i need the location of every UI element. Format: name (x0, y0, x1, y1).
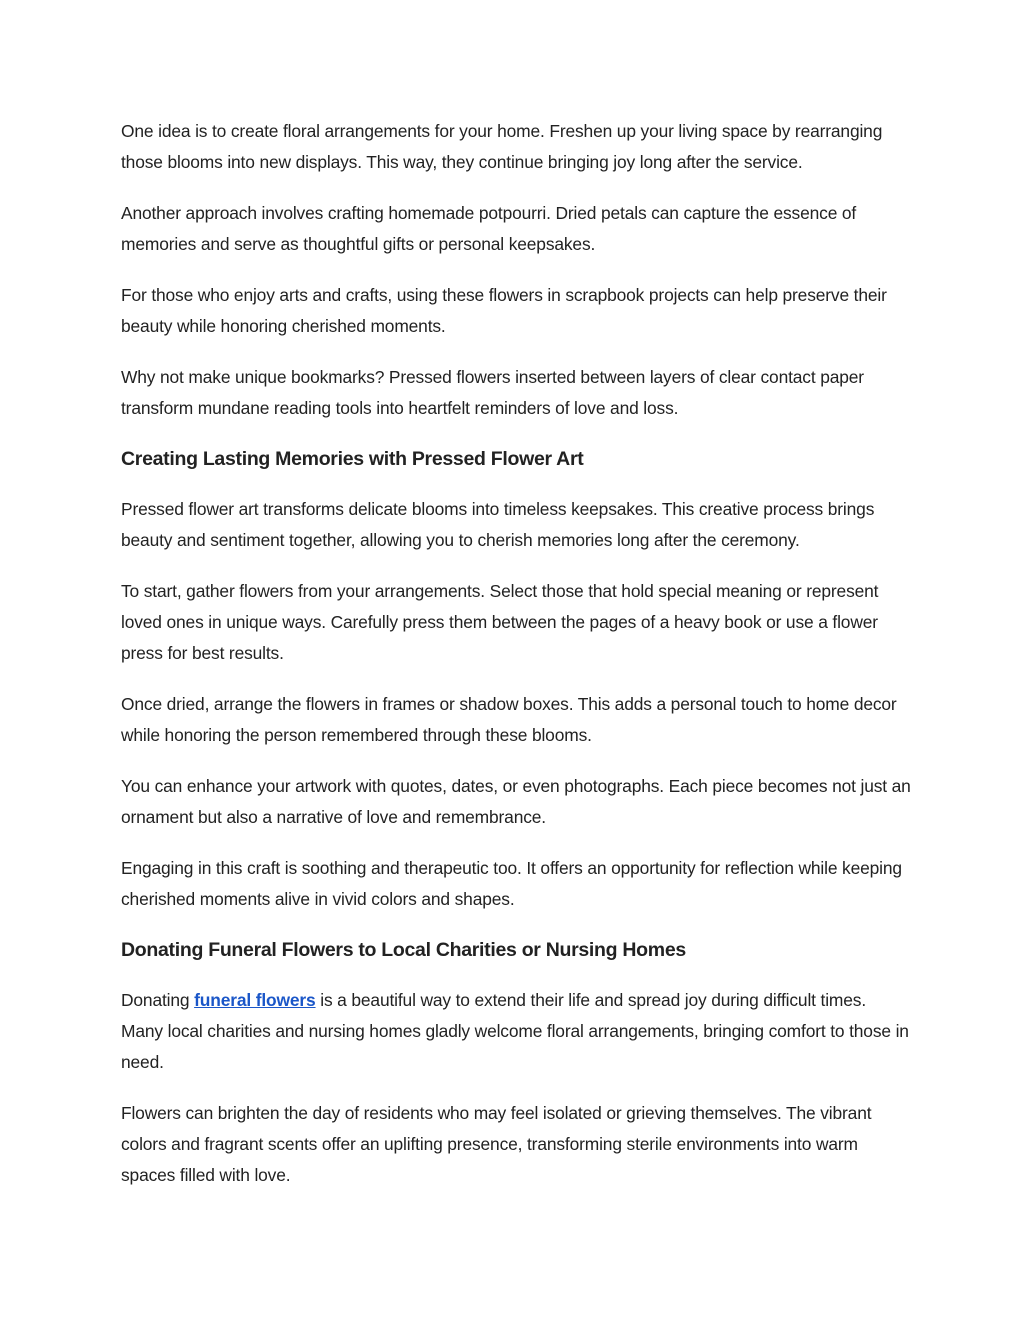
section-heading-pressed-flower-art: Creating Lasting Memories with Pressed Flower Art (121, 448, 584, 470)
funeral-flowers-link[interactable]: funeral flowers (194, 990, 316, 1010)
donating-paragraph-2: Flowers can brighten the day of residents who may feel isolated or grieving themselves. The vibrant colors and fragrant scents offer an uplifting presence, transforming sterile environments into warm spaces filled with love. (121, 1103, 872, 1185)
intro-paragraph-3: For those who enjoy arts and crafts, using these flowers in scrapbook projects can help preserve their beauty while honoring cherished moments. (121, 285, 887, 336)
pressed-paragraph-2: To start, gather flowers from your arrangements. Select those that hold special meaning or represent loved ones in unique ways. Carefully press them between the pages of a heavy book or use a flower press for best results. (121, 581, 879, 663)
donating-paragraph-1 (121, 985, 911, 1078)
pressed-paragraph-1: Pressed flower art transforms delicate blooms into timeless keepsakes. This creative process brings beauty and sentiment together, allowing you to cherish memories long after the ceremony. (121, 499, 875, 550)
donating-text-after-link: is a beautiful way to extend their life and spread joy during difficult times. Many local charities and nursing homes gladly welcome floral arrangements, bringing comfort to those in need. (121, 990, 909, 1072)
intro-paragraph-4: Why not make unique bookmarks? Pressed flowers inserted between layers of clear contact paper transform mundane reading tools into heartfelt reminders of love and loss. (121, 367, 864, 418)
pressed-paragraph-5: Engaging in this craft is soothing and therapeutic too. It offers an opportunity for reflection while keeping cherished moments alive in vivid colors and shapes. (121, 858, 902, 909)
section-heading-donating-flowers: Donating Funeral Flowers to Local Charities or Nursing Homes (121, 939, 686, 961)
pressed-paragraph-4: You can enhance your artwork with quotes, dates, or even photographs. Each piece becomes not just an ornament but also a narrative of love and remembrance. (121, 776, 911, 827)
intro-paragraph-1: One idea is to create floral arrangements for your home. Freshen up your living space by rearranging those blooms into new displays. This way, they continue bringing joy long after the service. (121, 121, 883, 172)
intro-paragraph-2: Another approach involves crafting homemade potpourri. Dried petals can capture the essence of memories and serve as thoughtful gifts or personal keepsakes. (121, 203, 857, 254)
pressed-paragraph-3: Once dried, arrange the flowers in frames or shadow boxes. This adds a personal touch to home decor while honoring the person remembered through these blooms. (121, 694, 897, 745)
donating-text-before-link: Donating (121, 990, 195, 1010)
document-page (121, 116, 911, 1211)
